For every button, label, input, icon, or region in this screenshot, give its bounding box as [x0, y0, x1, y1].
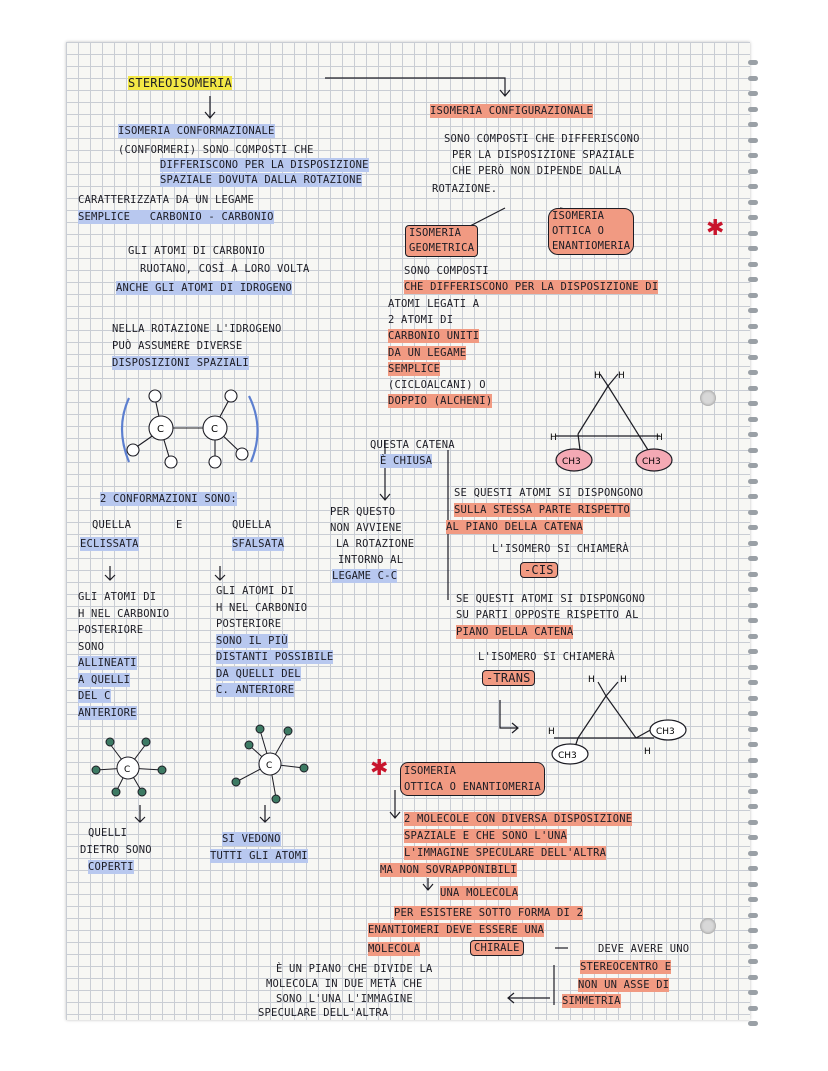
staggered-note-1: SI VEDONO	[222, 833, 281, 845]
staggered-desc-1: GLI ATOMI DI	[216, 585, 295, 597]
rotate-2: RUOTANO, COSÌ A LORO VOLTA	[140, 263, 310, 275]
geo-def-7: SEMPLICE	[388, 362, 441, 375]
hydrogen-label: H	[548, 727, 555, 737]
staggered-note-2: TUTTI GLI ATOMI	[210, 850, 308, 862]
hydrogen-label: H	[620, 675, 627, 685]
hydrogen-label: H	[644, 747, 651, 757]
optical-heading-box: ISOMERIA OTTICA O ENANTIOMERIA	[400, 762, 545, 796]
no-rotation-1: PER QUESTO	[330, 506, 396, 518]
opposite-side-2: SU PARTI OPPOSTE RISPETTO AL	[456, 609, 639, 621]
methyl-label: CH3	[642, 457, 661, 467]
staggered-desc-2: H NEL CARBONIO	[216, 601, 308, 614]
configurational-intro-4: ROTAZIONE.	[432, 183, 498, 195]
configurational-intro-2: PER LA DISPOSIZIONE SPAZIALE	[452, 149, 635, 161]
characterized-2: SEMPLICE CARBONIO - CARBONIO	[78, 211, 274, 223]
eclipsed-desc-1: GLI ATOMI DI	[78, 591, 157, 603]
hydrogen-label: H	[618, 371, 625, 381]
exist-3: MOLECOLA	[368, 943, 421, 955]
eclipsed-desc-3: POSTERIORE	[78, 624, 144, 636]
exist-1: PER ESISTERE SOTTO FORMA DI 2	[394, 907, 584, 919]
geo-def-5: CARBONIO UNITI	[388, 330, 480, 343]
page-title: STEREOISOMERIA	[128, 76, 232, 90]
hydrogen-2: PUÒ ASSUMERE DIVERSE	[112, 340, 243, 352]
staggered-desc-7: C. ANTERIORE	[216, 684, 295, 696]
methyl-label: CH3	[558, 751, 577, 761]
configurational-intro-3: CHE PERÒ NON DIPENDE DALLA	[452, 165, 622, 177]
staggered-projection	[232, 724, 312, 804]
optical-def-4: MA NON SOVRAPPONIBILI	[380, 864, 517, 876]
eclipsed-desc-7: DEL C	[78, 690, 111, 702]
chain-1: QUESTA CATENA	[370, 439, 455, 451]
eclipsed-desc-8: ANTERIORE	[78, 706, 137, 719]
same-side-2: SULLA STESSA PARTE RISPETTO	[454, 504, 631, 516]
hydrogen-3: DISPOSIZIONI SPAZIALI	[112, 357, 249, 369]
geo-def-3: ATOMI LEGATI A	[388, 297, 480, 310]
carbon-label: C	[124, 765, 131, 775]
staggered-desc-3: POSTERIORE	[216, 618, 282, 630]
hydrogen-1: NELLA ROTAZIONE L'IDROGENO	[112, 323, 282, 335]
methyl-label: CH3	[656, 727, 675, 737]
must-have-1: DEVE AVERE UNO	[598, 943, 690, 955]
optical-def-2: SPAZIALE E CHE SONO L'UNA	[404, 830, 568, 842]
carbon-label: C	[266, 761, 273, 771]
hydrogen-label: H	[594, 371, 601, 381]
conformational-heading: ISOMERIA CONFORMAZIONALE	[118, 125, 275, 137]
optical-def-3: L'IMMAGINE SPECULARE DELL'ALTRA	[404, 847, 607, 859]
opposite-side-1: SE QUESTI ATOMI SI DISPONGONO	[456, 593, 646, 605]
staggered-desc-5: DISTANTI POSSIBILE	[216, 651, 334, 663]
trans-diagram	[544, 670, 694, 770]
eclipsed-note-2: DIETRO SONO	[80, 844, 152, 856]
chiral-box: CHIRALE	[470, 940, 524, 956]
same-side-1: SE QUESTI ATOMI SI DISPONGONO	[454, 487, 644, 499]
cis-called: L'ISOMERO SI CHIAMERÀ	[492, 543, 629, 555]
eclipsed-projection	[92, 730, 172, 800]
geo-def-6: DA UN LEGAME	[388, 346, 467, 359]
chain-2: È CHIUSA	[380, 455, 433, 467]
staggered-label-2: SFALSATA	[232, 538, 285, 550]
geo-def-8: (CICLOALCANI) O	[388, 379, 486, 392]
carbon-label: C	[211, 424, 218, 435]
must-have-4: SIMMETRIA	[562, 995, 621, 1007]
configurational-intro-1: SONO COMPOSTI CHE DIFFERISCONO	[444, 133, 640, 145]
geo-def-9: DOPPIO (ALCHENI)	[388, 395, 493, 408]
hydrogen-label: H	[588, 675, 595, 685]
trans-box: -TRANS	[482, 670, 535, 686]
plane-3: SONO L'UNA L'IMMAGINE	[276, 993, 413, 1005]
conformational-intro-1: (CONFORMERI) SONO COMPOSTI CHE	[118, 144, 314, 156]
no-rotation-4: INTORNO AL	[338, 554, 404, 566]
eclipsed-desc-4: SONO	[78, 640, 105, 653]
optical-isomerism-box: ISOMERIA OTTICA O ENANTIOMERIA	[548, 208, 634, 255]
eclipsed-note-1: QUELLI	[88, 827, 128, 839]
exist-2: ENANTIOMERI DEVE ESSERE UNA	[368, 924, 545, 936]
one-molecule: UNA MOLECOLA	[440, 887, 519, 899]
geo-def-2: CHE DIFFERISCONO PER LA DISPOSIZIONE DI	[404, 281, 659, 294]
eclipsed-label-2: ECLISSATA	[80, 538, 139, 550]
asterisk-icon: ✱	[706, 216, 725, 241]
cis-diagram	[548, 366, 688, 476]
cis-box: -CIS	[520, 562, 558, 578]
opposite-side-3: PIANO DELLA CATENA	[456, 626, 574, 638]
trans-called: L'ISOMERO SI CHIAMERÀ	[478, 651, 615, 663]
conformational-intro-2: DIFFERISCONO PER LA DISPOSIZIONE	[160, 159, 369, 171]
must-have-3: NON UN ASSE DI	[578, 979, 670, 991]
conformational-intro-3: SPAZIALE DOVUTA DALLA ROTAZIONE	[160, 174, 363, 186]
conformations-heading: 2 CONFORMAZIONI SONO:	[100, 493, 237, 505]
asterisk-icon: ✱	[370, 756, 389, 781]
no-rotation-3: LA ROTAZIONE	[336, 538, 415, 550]
no-rotation-2: NON AVVIENE	[330, 522, 402, 534]
plane-1: È UN PIANO CHE DIVIDE LA	[276, 963, 433, 975]
eclipsed-desc-2: H NEL CARBONIO	[78, 607, 170, 620]
eclipsed-label-1: QUELLA	[92, 519, 132, 531]
no-rotation-5: LEGAME C-C	[332, 570, 398, 582]
rotate-3: ANCHE GLI ATOMI DI IDROGENO	[116, 282, 293, 294]
plane-4: SPECULARE DELL'ALTRA	[258, 1007, 389, 1019]
same-side-3: AL PIANO DELLA CATENA	[446, 521, 583, 533]
characterized-1: CARATTERIZZATA DA UN LEGAME	[78, 194, 255, 206]
plane-2: MOLECOLA IN DUE METÀ CHE	[266, 978, 423, 990]
and-label: E	[176, 519, 183, 531]
geo-def-1: SONO COMPOSTI	[404, 265, 489, 277]
rotation-diagram	[115, 388, 275, 478]
optical-def-1: 2 MOLECOLE CON DIVERSA DISPOSIZIONE	[404, 813, 633, 825]
hydrogen-label: H	[550, 433, 557, 443]
carbon-label: C	[157, 424, 164, 435]
eclipsed-desc-6: A QUELLI	[78, 673, 131, 686]
hydrogen-label: H	[656, 433, 663, 443]
rotate-1: GLI ATOMI DI CARBONIO	[128, 245, 265, 257]
eclipsed-desc-5: ALLINEATI	[78, 657, 137, 669]
configurational-heading: ISOMERIA CONFIGURAZIONALE	[430, 105, 594, 117]
staggered-label-1: QUELLA	[232, 519, 272, 531]
must-have-2: STEREOCENTRO E	[580, 961, 672, 973]
geometric-isomerism-box: ISOMERIA GEOMETRICA	[405, 225, 478, 257]
staggered-desc-4: SONO IL PIÙ	[216, 634, 288, 647]
geo-def-4: 2 ATOMI DI	[388, 313, 454, 326]
staggered-desc-6: DA QUELLI DEL	[216, 667, 301, 680]
eclipsed-note-3: COPERTI	[88, 861, 134, 873]
methyl-label: CH3	[562, 457, 581, 467]
